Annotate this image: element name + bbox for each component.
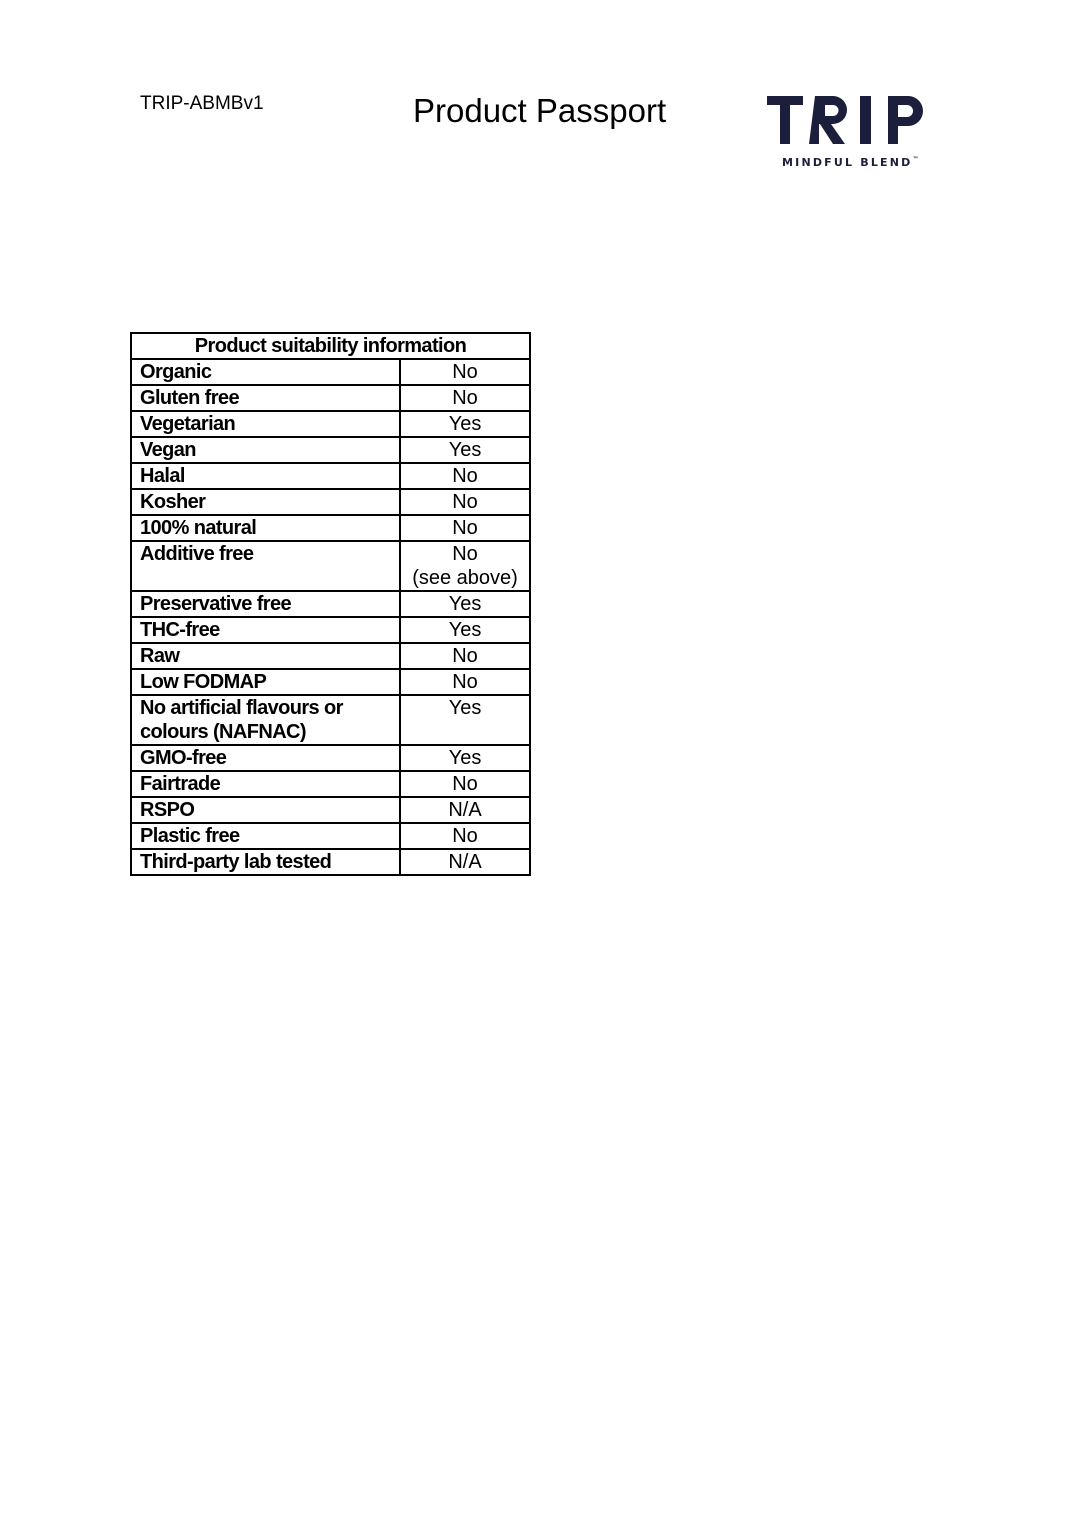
row-label: Low FODMAP	[131, 669, 400, 695]
row-value-cell	[400, 591, 530, 617]
row-label: Preservative free	[131, 591, 400, 617]
row-label: Gluten free	[131, 385, 400, 411]
row-label: No artificial flavours or colours (NAFNAC)	[131, 695, 400, 745]
row-value-cell	[400, 359, 530, 385]
row-label: Vegan	[131, 437, 400, 463]
row-label: Third-party lab tested	[131, 849, 400, 875]
table-row	[131, 745, 530, 771]
row-value: No	[452, 825, 478, 847]
row-label: Kosher	[131, 489, 400, 515]
brand-logo	[765, 88, 937, 174]
table-row	[131, 591, 530, 617]
row-value: No	[452, 517, 478, 539]
row-value: N/A	[448, 851, 482, 873]
row-value-cell	[400, 437, 530, 463]
row-value-cell	[400, 617, 530, 643]
row-value-note: (see above)	[412, 567, 518, 589]
row-label: Halal	[131, 463, 400, 489]
row-label: Plastic free	[131, 823, 400, 849]
row-label: Additive free	[131, 541, 400, 591]
table-row	[131, 437, 530, 463]
row-label: Raw	[131, 643, 400, 669]
logo-tagline: MINDFUL BLEND™	[782, 156, 919, 169]
page-title: Product Passport	[413, 92, 667, 129]
row-label: THC-free	[131, 617, 400, 643]
row-value-cell	[400, 489, 530, 515]
row-value-cell	[400, 541, 530, 591]
row-value: Yes	[448, 439, 482, 461]
row-label: Organic	[131, 359, 400, 385]
row-value: No	[452, 465, 478, 487]
row-value: Yes	[448, 747, 482, 769]
row-value: No	[452, 671, 478, 693]
row-value: Yes	[448, 619, 482, 641]
row-label: 100% natural	[131, 515, 400, 541]
table-row	[131, 617, 530, 643]
table-row	[131, 489, 530, 515]
row-value-cell	[400, 411, 530, 437]
row-value-cell	[400, 463, 530, 489]
row-value: Yes	[448, 413, 482, 435]
row-value: No	[452, 645, 478, 667]
row-value-cell	[400, 643, 530, 669]
table-row	[131, 541, 530, 591]
row-label: Fairtrade	[131, 771, 400, 797]
table-row	[131, 849, 530, 875]
table-row	[131, 643, 530, 669]
row-value: N/A	[448, 799, 482, 821]
table-row	[131, 463, 530, 489]
table-row	[131, 411, 530, 437]
table-row	[131, 695, 530, 745]
row-value-cell	[400, 771, 530, 797]
row-value-cell	[400, 385, 530, 411]
row-value: Yes	[448, 593, 482, 615]
row-value-cell	[400, 823, 530, 849]
table-heading: Product suitability information	[131, 333, 530, 359]
row-value: No	[452, 361, 478, 383]
row-label: Vegetarian	[131, 411, 400, 437]
document-code: TRIP-ABMBv1	[140, 93, 264, 114]
row-value-cell	[400, 849, 530, 875]
table-row	[131, 771, 530, 797]
row-value: No	[452, 491, 478, 513]
row-label: RSPO	[131, 797, 400, 823]
row-value: No	[452, 773, 478, 795]
table-row	[131, 515, 530, 541]
row-value-cell	[400, 745, 530, 771]
table-row	[131, 385, 530, 411]
row-value: Yes	[448, 697, 482, 719]
row-value-cell	[400, 669, 530, 695]
table-row	[131, 359, 530, 385]
row-label: GMO-free	[131, 745, 400, 771]
row-value-cell	[400, 797, 530, 823]
table-row	[131, 669, 530, 695]
table-row	[131, 797, 530, 823]
row-value: No	[452, 387, 478, 409]
row-value-cell	[400, 515, 530, 541]
row-value-cell	[400, 695, 530, 745]
table-row	[131, 823, 530, 849]
suitability-table	[130, 332, 531, 876]
row-value: No	[452, 543, 478, 565]
